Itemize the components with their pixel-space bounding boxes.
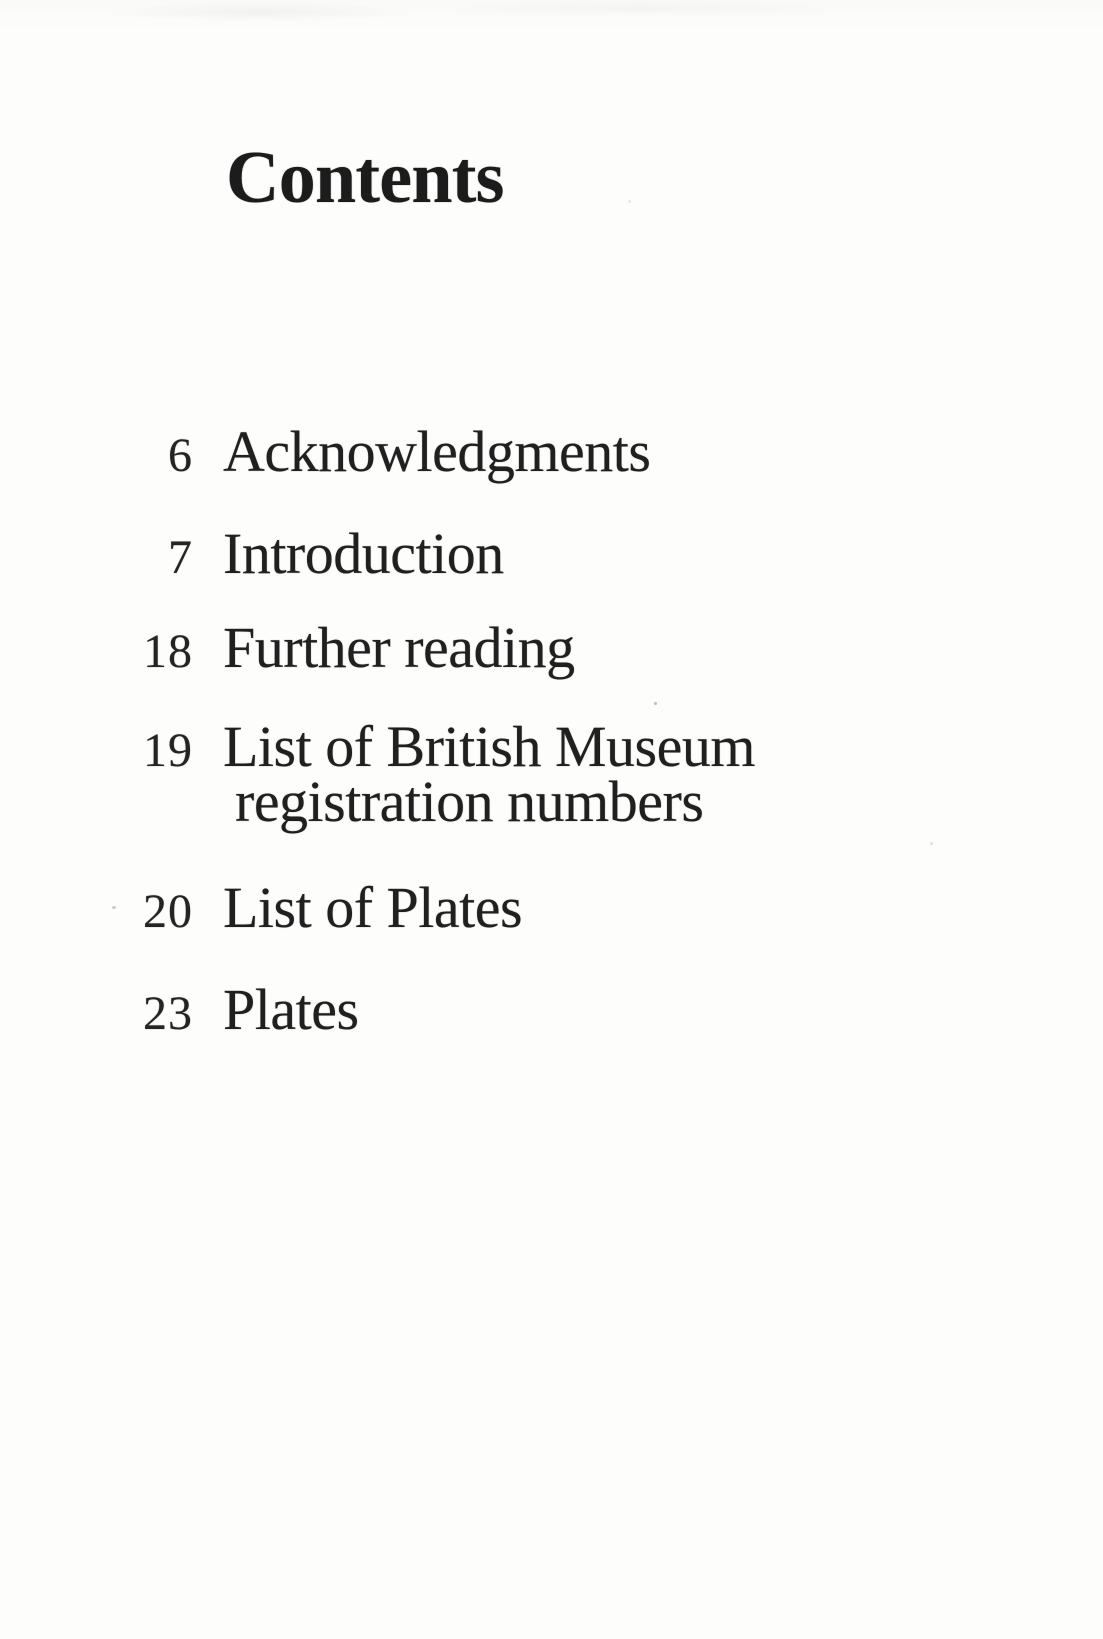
toc-item-label-continuation: registration numbers [235,769,704,834]
toc-item-plates [118,977,359,1042]
toc-item-label: List of British Museum [223,714,755,779]
scan-speck [112,906,116,909]
toc-item-list-of-plates [118,875,523,940]
toc-item-label: Acknowledgments [223,419,651,484]
toc-page-number: 23 [143,987,193,1040]
toc-item-label: Further reading [223,615,575,680]
scan-speck [654,702,657,705]
scan-speck [930,842,933,845]
toc-item-label: Plates [223,977,359,1042]
toc-page-number: 7 [168,531,193,584]
toc-item-acknowledgments [118,419,651,484]
scan-speck [628,200,631,203]
toc-item-introduction [118,521,504,586]
toc-page-number: 6 [168,429,193,482]
toc-page-number: 18 [143,625,193,678]
toc-page-number: 20 [143,885,193,938]
scan-edge-smudge [0,0,1103,38]
toc-item-further-reading [118,615,575,680]
toc-item-label: Introduction [223,521,504,586]
toc-item-registration-numbers [118,714,755,779]
toc-page-number: 19 [143,724,193,777]
toc-item-label: List of Plates [223,875,523,940]
page-title: Contents [226,136,504,219]
